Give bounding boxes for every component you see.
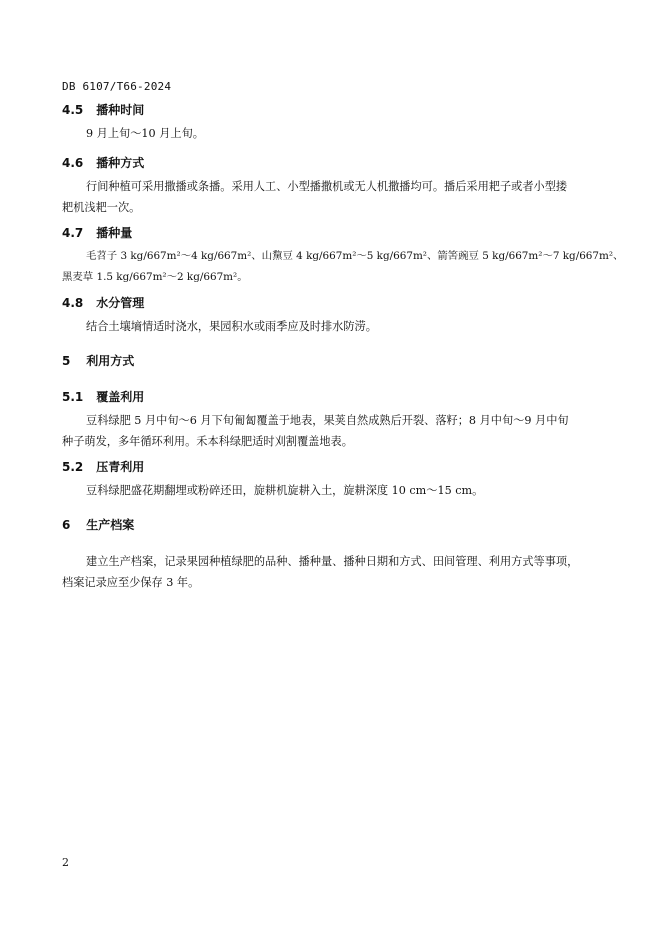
heading-title: 播种量: [96, 226, 133, 240]
paragraph-line: 豆科绿肥盛花期翻埋或粉碎还田，旋耕机旋耕入土，旋耕深度 10 cm～15 cm。: [86, 484, 484, 497]
page-number: 2: [62, 856, 69, 869]
paragraph-line: 毛苕子 3 kg/667m²～4 kg/667m²、山黧豆 4 kg/667m²～5 kg/667m²、箭筈豌豆 5 kg/667m²～7 kg/667m²、: [86, 250, 624, 262]
heading-title: 压青利用: [96, 460, 145, 474]
paragraph-4-8: [62, 316, 598, 337]
paragraph-line: 建立生产档案，记录果园种植绿肥的品种、播种量、播种日期和方式、田间管理、利用方式等事项，: [86, 555, 579, 568]
heading-number: 4.7: [62, 226, 84, 240]
heading-number: 6: [62, 518, 71, 532]
heading-number: 4.6: [62, 156, 84, 170]
heading-6: [62, 516, 134, 533]
heading-5: [62, 352, 134, 369]
heading-number: 5: [62, 354, 71, 368]
heading-number: 4.8: [62, 296, 84, 310]
heading-5-2: [62, 458, 144, 475]
paragraph-6: [62, 551, 598, 593]
heading-title: 播种时间: [96, 103, 145, 117]
heading-number: 5.1: [62, 390, 84, 404]
heading-number: 5.2: [62, 460, 84, 474]
heading-5-1: [62, 388, 144, 405]
paragraph-line: 黑麦草 1.5 kg/667m²～2 kg/667m²。: [62, 271, 248, 283]
paragraph-5-2: [62, 480, 598, 501]
paragraph-line: 9 月上旬～10 月上旬。: [86, 127, 204, 140]
heading-4-7: [62, 224, 132, 241]
paragraph-line: 行间种植可采用撒播或条播。采用人工、小型播撒机或无人机撒播均可。播后采用耙子或者小型搂: [86, 180, 568, 193]
heading-title: 覆盖利用: [96, 390, 145, 404]
paragraph-line: 豆科绿肥 5 月中旬～6 月下旬匍匐覆盖于地表，果荚自然成熟后开裂、落籽；8 月中旬～9 月中旬: [86, 414, 569, 427]
paragraph-4-7: [62, 246, 624, 288]
heading-4-8: [62, 294, 144, 311]
heading-4-5: [62, 101, 144, 118]
paragraph-4-5: [62, 123, 598, 144]
heading-title: 生产档案: [86, 518, 135, 532]
document-code: DB 6107/T66-2024: [62, 80, 172, 93]
heading-title: 播种方式: [96, 156, 145, 170]
heading-4-6: [62, 154, 144, 171]
paragraph-line: 耙机浅耙一次。: [62, 201, 141, 214]
heading-number: 4.5: [62, 103, 84, 117]
paragraph-4-6: [62, 176, 598, 218]
heading-title: 利用方式: [86, 354, 135, 368]
heading-title: 水分管理: [96, 296, 145, 310]
paragraph-5-1: [62, 410, 598, 452]
paragraph-line: 种子萌发，多年循环利用。禾本科绿肥适时刈割覆盖地表。: [62, 435, 353, 448]
paragraph-line: 档案记录应至少保存 3 年。: [62, 576, 200, 589]
paragraph-line: 结合土壤墒情适时浇水，果园积水或雨季应及时排水防涝。: [86, 320, 377, 333]
